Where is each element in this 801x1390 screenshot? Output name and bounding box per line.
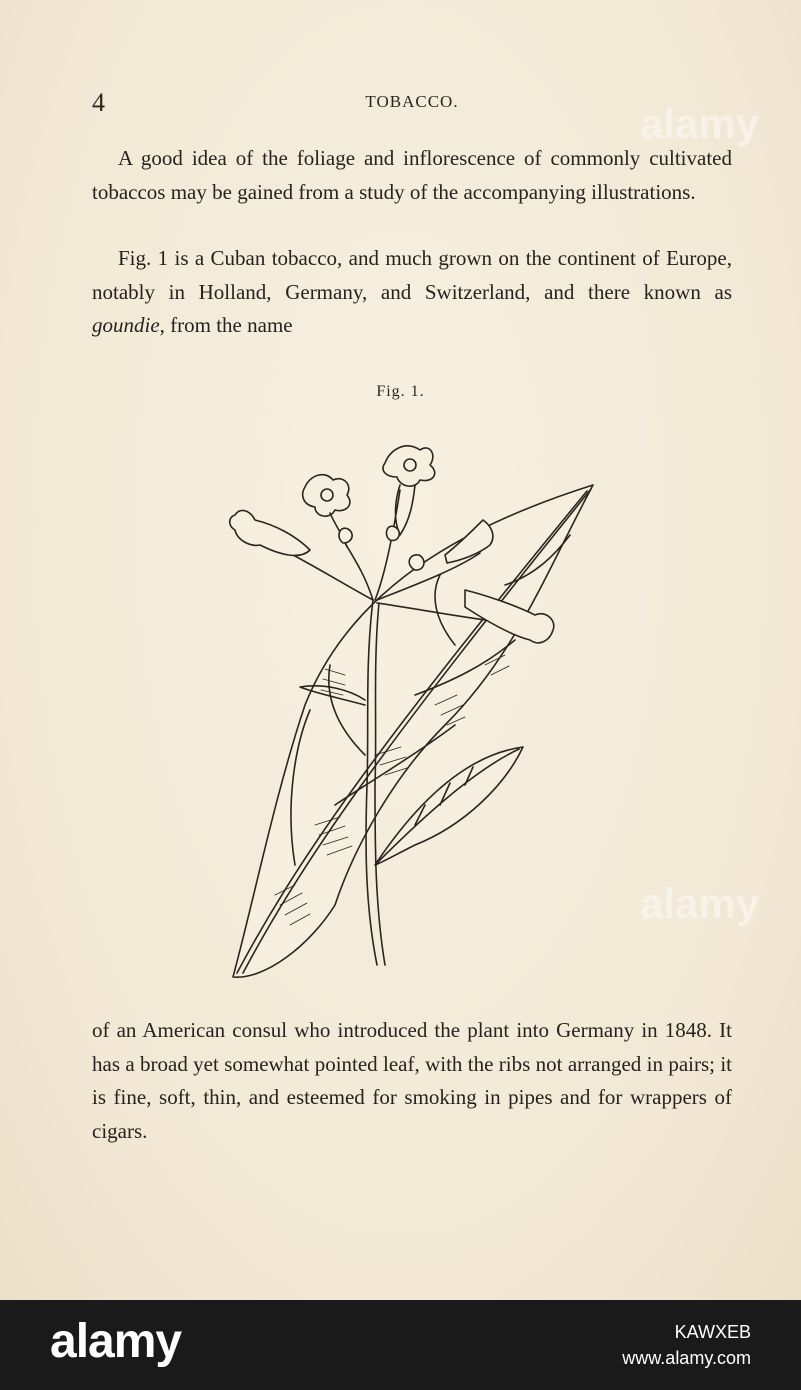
paragraph-2-italic: goundie	[92, 313, 160, 337]
paragraph-2	[92, 242, 732, 343]
flower-top	[383, 446, 435, 486]
page-number: 4	[92, 88, 105, 117]
image-id: KAWXEB	[674, 1322, 751, 1342]
paragraph-3	[92, 1014, 732, 1148]
paragraph-1	[92, 142, 732, 209]
figure-caption: Fig. 1.	[376, 383, 425, 400]
paragraph-3-text: of an American consul who introduced the plant into Germany in 1848. It has a broad yet somewhat pointed leaf, with the ribs not arranged in pairs; it is fine, soft, thin, and esteemed for smoking in pipes and for wrappers of cigars.	[92, 1018, 732, 1143]
paragraph-2-text	[92, 242, 732, 343]
alamy-logo: alamy	[50, 1315, 182, 1368]
footer-url: www.alamy.com	[622, 1348, 751, 1368]
paragraph-2-after: , from the name	[159, 313, 293, 337]
watermark: alamy	[640, 880, 760, 927]
running-head: TOBACCO.	[365, 92, 459, 111]
tobacco-plant-illustration	[215, 425, 615, 1000]
stock-footer	[0, 1300, 801, 1390]
page-header	[92, 88, 732, 118]
paragraph-2-before: Fig. 1 is a Cuban tobacco, and much grown on the continent of Europe, notably in Holland, Germany, and Switzerland, and there known as	[92, 246, 732, 304]
watermark: alamy	[640, 100, 760, 147]
flower-left	[230, 510, 310, 555]
paragraph-1-text: A good idea of the foliage and inflorescence of commonly cultivated tobaccos may be gained from a study of the accompanying illustrations.	[92, 146, 732, 204]
flower-middle	[303, 475, 350, 517]
